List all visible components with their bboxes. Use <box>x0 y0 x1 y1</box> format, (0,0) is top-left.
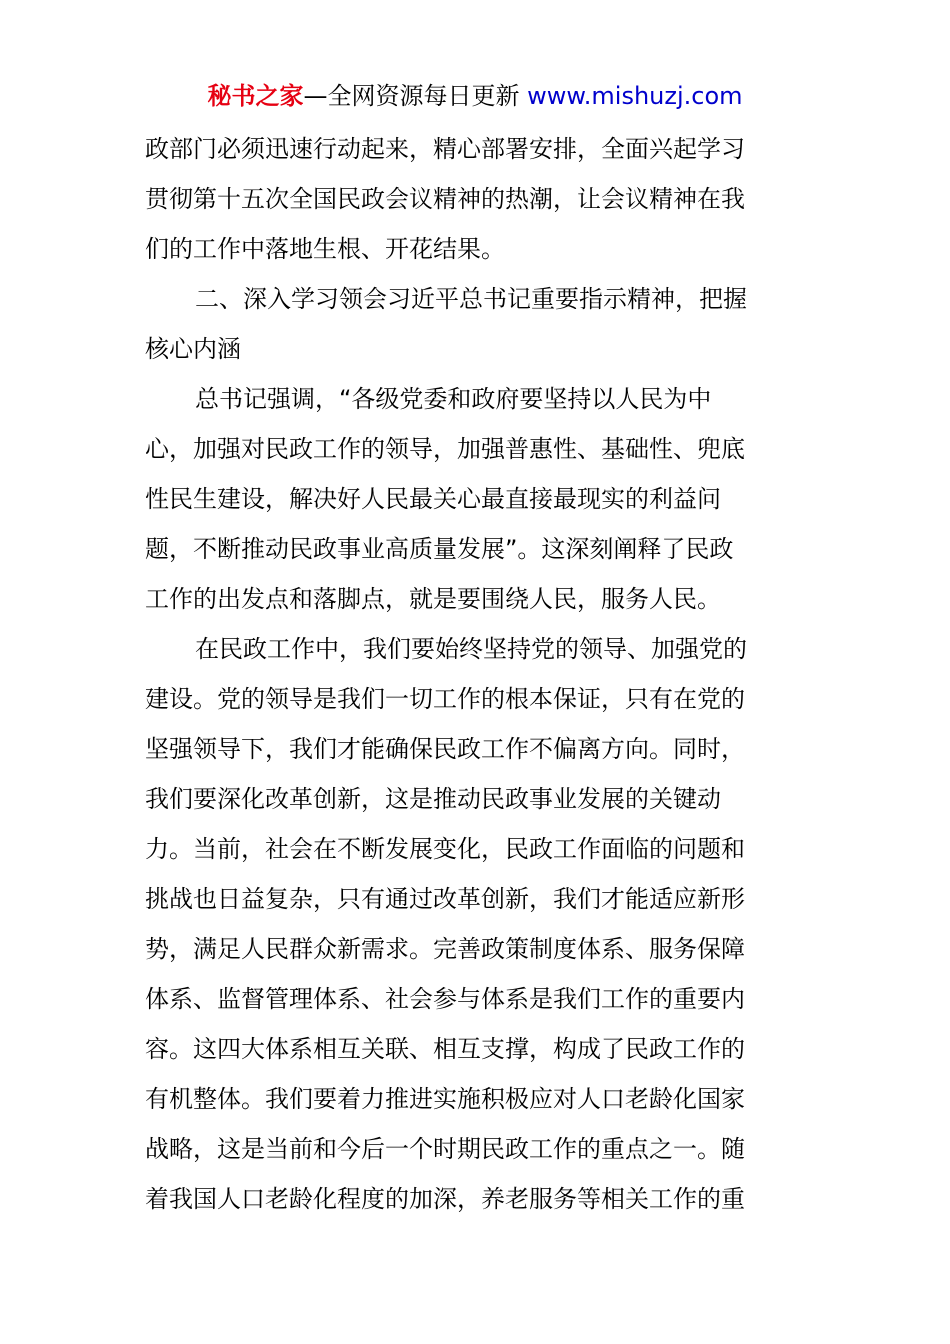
text-line: 性民生建设，解决好人民最关心最直接最现实的利益问 <box>145 485 721 513</box>
text-line: 在民政工作中，我们要始终坚持党的领导、加强党的 <box>195 635 747 663</box>
site-header <box>0 80 950 112</box>
text-line: 我们要深化改革创新，这是推动民政事业发展的关键动 <box>145 785 721 813</box>
text-line: 有机整体。我们要着力推进实施积极应对人口老龄化国家 <box>145 1085 745 1113</box>
text-line: 战略，这是当前和今后一个时期民政工作的重点之一。随 <box>145 1135 745 1163</box>
text-line: 力。当前，社会在不断发展变化，民政工作面临的问题和 <box>145 835 745 863</box>
text-line: 贯彻第十五次全国民政会议精神的热潮，让会议精神在我 <box>145 185 745 213</box>
section-heading-line: 核心内涵 <box>145 335 241 363</box>
site-slogan: —全网资源每日更新 <box>303 82 528 110</box>
text-line: 总书记强调，“各级党委和政府要坚持以人民为中 <box>195 385 712 413</box>
text-line: 心，加强对民政工作的领导，加强普惠性、基础性、兜底 <box>145 435 745 463</box>
text-line: 政部门必须迅速行动起来，精心部署安排，全面兴起学习 <box>145 135 745 163</box>
text-line: 建设。党的领导是我们一切工作的根本保证，只有在党的 <box>145 685 745 713</box>
document-body <box>145 124 805 1224</box>
text-line: 容。这四大体系相互关联、相互支撑，构成了民政工作的 <box>145 1035 745 1063</box>
site-url-link[interactable]: www.mishuzj.com <box>527 82 743 110</box>
text-line: 工作的出发点和落脚点，就是要围绕人民，服务人民。 <box>145 585 721 613</box>
site-brand: 秘书之家 <box>207 82 304 110</box>
text-line: 题，不断推动民政事业高质量发展”。这深刻阐释了民政 <box>145 535 734 563</box>
text-line: 们的工作中落地生根、开花结果。 <box>145 235 505 263</box>
text-line: 势，满足人民群众新需求。完善政策制度体系、服务保障 <box>145 935 745 963</box>
section-heading-line: 二、深入学习领会习近平总书记重要指示精神，把握 <box>195 285 747 313</box>
text-line: 体系、监督管理体系、社会参与体系是我们工作的重要内 <box>145 985 745 1013</box>
text-line: 着我国人口老龄化程度的加深，养老服务等相关工作的重 <box>145 1185 745 1213</box>
text-line: 挑战也日益复杂，只有通过改革创新，我们才能适应新形 <box>145 885 745 913</box>
text-line: 坚强领导下，我们才能确保民政工作不偏离方向。同时， <box>145 735 745 763</box>
